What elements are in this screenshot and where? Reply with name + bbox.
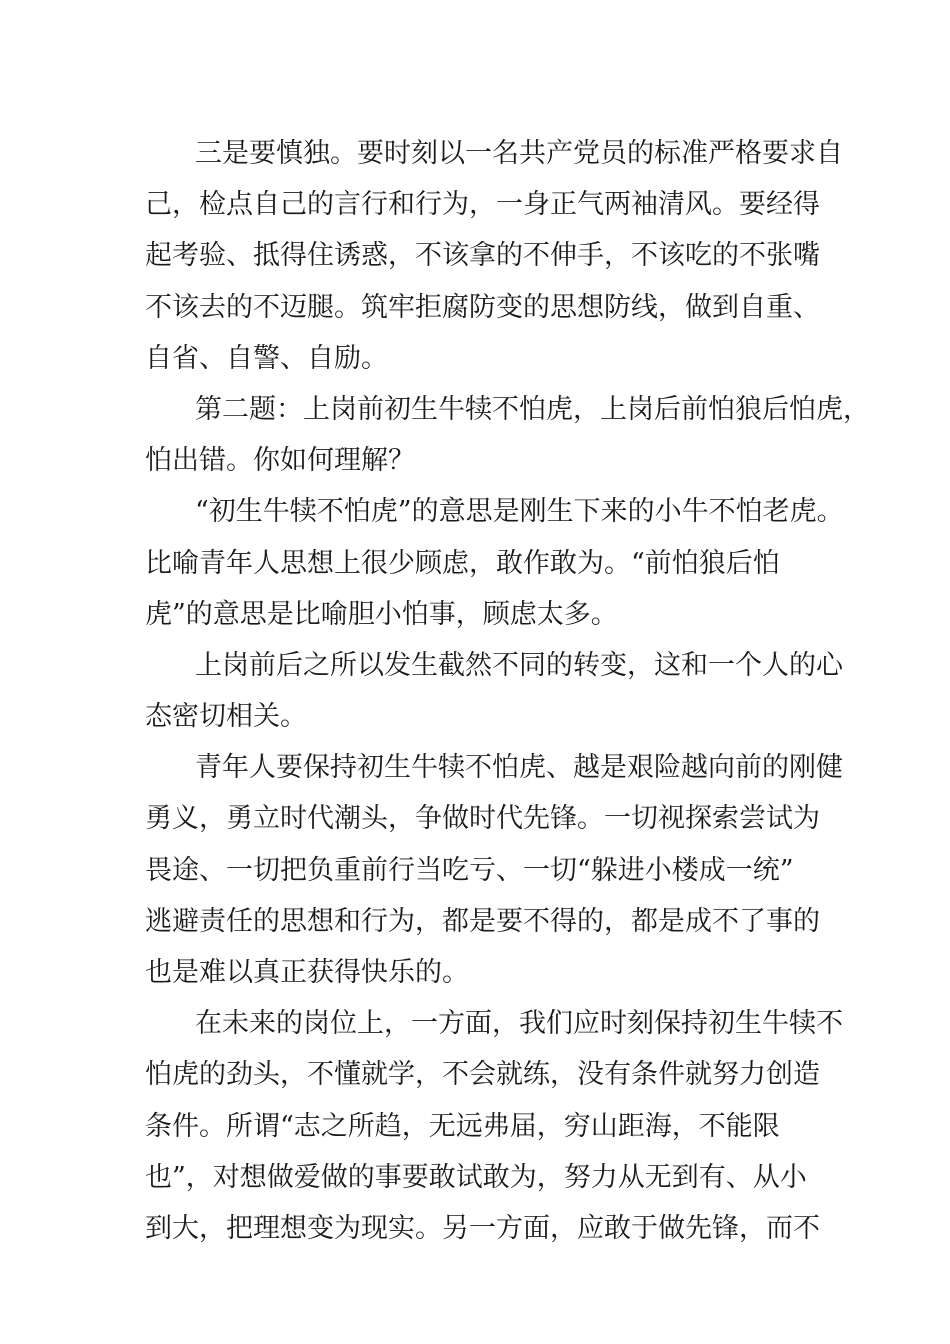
text-line: 也”，对想做爱做的事要敢试敢为，努力从无到有、从小 [145,1161,807,1193]
text-line: 态密切相关。 [145,701,307,733]
text-line: 条件。所谓“志之所趋，无远弗届，穷山距海，不能限 [145,1110,780,1142]
text-line: 也是难以真正获得快乐的。 [145,957,469,988]
text-line: “初生牛犊不怕虎”的意思是刚生下来的小牛不怕老虎。 [195,496,844,528]
text-line: 己，检点自己的言行和行为，一身正气两袖清风。要经得 [145,189,820,221]
text-line: 上岗前后之所以发生截然不同的转变，这和一个人的心 [195,649,843,681]
paragraph [145,128,843,384]
text-line: 起考验、抵得住诱惑，不该拿的不伸手，不该吃的不张嘴 [145,240,820,272]
text-line: 畏途、一切把负重前行当吃亏、一切“躲进小楼成一统” [145,854,794,886]
paragraph [145,742,843,998]
text-line: 比喻青年人思想上很少顾虑，敢作敢为。“前怕狼后怕 [145,547,780,579]
text-line: 自省、自警、自励。 [145,342,388,374]
question-heading: 第二题：上岗前初生牛犊不怕虎，上岗后前怕狼后怕虎， [195,393,870,425]
paragraph [145,640,843,742]
text-line: 不该去的不迈腿。筑牢拒腐防变的思想防线，做到自重、 [145,291,820,323]
text-line: 怕出错。你如何理解？ [145,445,415,477]
text-line: 三是要慎独。要时刻以一名共产党员的标准严格要求自 [195,138,843,169]
document-body [145,128,870,1254]
text-line: 勇义，勇立时代潮头，争做时代先锋。一切视探索尝试为 [145,803,820,835]
paragraph [145,384,870,486]
text-line: 到大，把理想变为现实。另一方面，应敢于做先锋，而不 [145,1212,820,1244]
text-line: 虎”的意思是比喻胆小怕事，顾虑太多。 [145,598,618,630]
paragraph [145,998,843,1254]
text-line: 逃避责任的思想和行为，都是要不得的，都是成不了事的 [145,905,820,937]
paragraph [145,486,844,640]
text-line: 在未来的岗位上，一方面，我们应时刻保持初生牛犊不 [195,1008,843,1040]
text-line: 青年人要保持初生牛犊不怕虎、越是艰险越向前的刚健 [195,752,843,784]
text-line: 怕虎的劲头，不懂就学，不会就练，没有条件就努力创造 [145,1059,820,1091]
